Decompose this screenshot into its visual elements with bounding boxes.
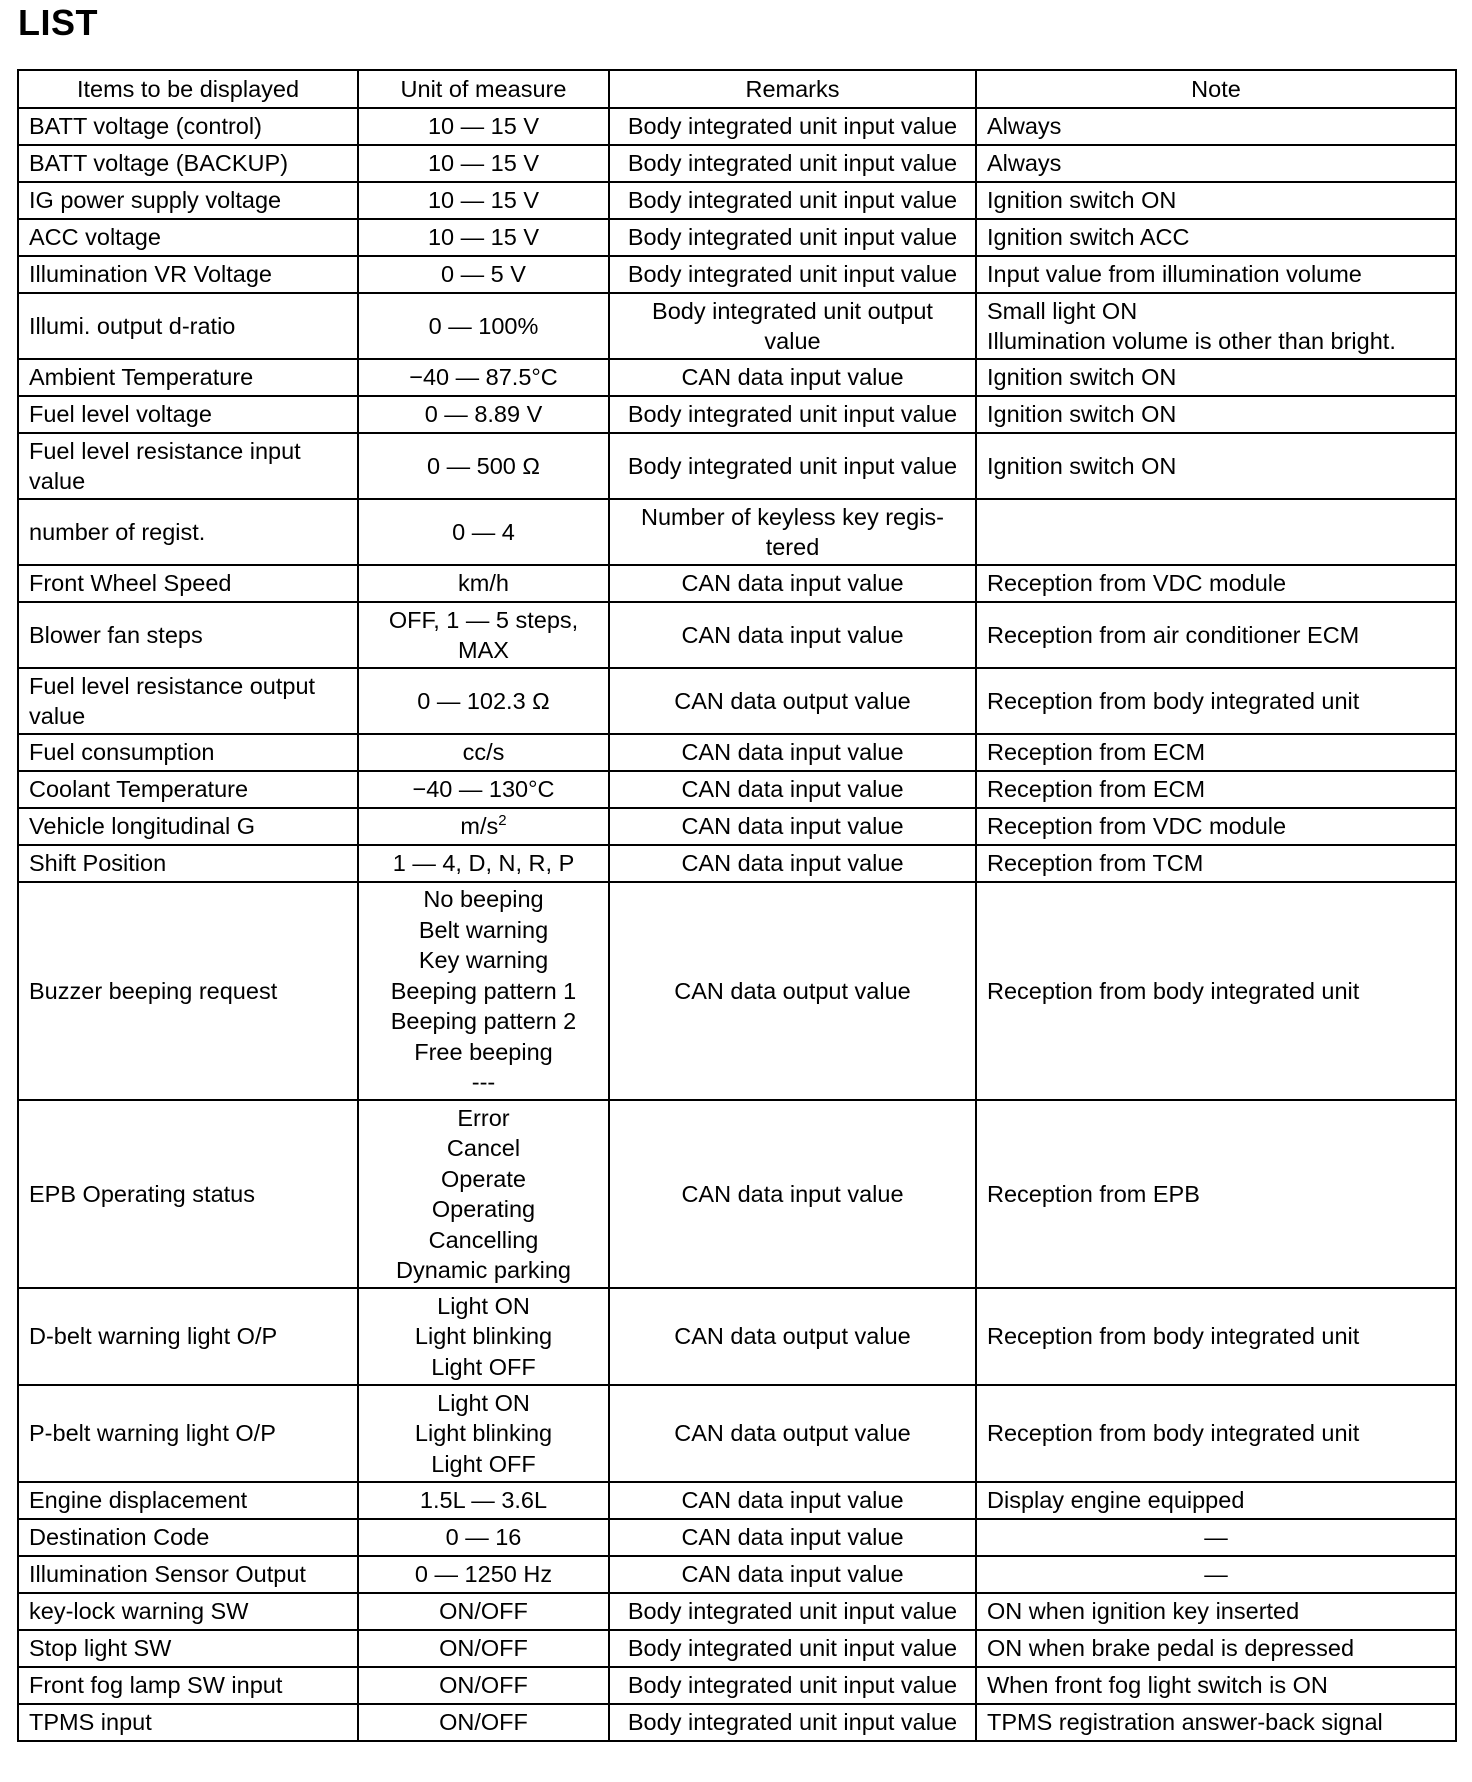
cell-item <box>18 219 358 256</box>
cell-line: Light OFF <box>431 1353 536 1380</box>
cell-remarks <box>609 1667 976 1704</box>
cell-line: 1.5L — 3.6L <box>419 1487 548 1514</box>
cell-line: Light ON <box>437 1389 530 1416</box>
cell-line: ON when brake pedal is depressed <box>987 1635 1355 1662</box>
table-row <box>18 882 1456 1100</box>
cell-line: 0 — 4 <box>452 518 515 545</box>
cell-remarks <box>609 808 976 845</box>
cell-item <box>18 1288 358 1385</box>
cell-unit <box>358 396 609 433</box>
table-row <box>18 668 1456 734</box>
cell-line: Body integrated unit input value <box>627 224 958 251</box>
table-row <box>18 1519 1456 1556</box>
cell-line: Error <box>457 1104 510 1131</box>
cell-line: CAN data input value <box>681 1487 904 1514</box>
cell-line: CAN data input value <box>681 776 904 803</box>
cell-line: Light ON <box>437 1292 530 1319</box>
cell-line: Reception from body integrated unit <box>987 1420 1360 1447</box>
cell-line: OFF, 1 — 5 steps, <box>388 606 579 633</box>
cell-line: Belt warning <box>418 916 549 943</box>
table-row <box>18 219 1456 256</box>
cell-remarks <box>609 1593 976 1630</box>
header-items: Items to be displayed <box>18 70 358 108</box>
cell-line: CAN data output value <box>674 687 911 714</box>
cell-line: 0 — 5 V <box>441 261 526 288</box>
cell-note <box>976 1385 1456 1482</box>
cell-line: IG power supply voltage <box>29 187 282 214</box>
cell-item <box>18 1519 358 1556</box>
cell-note <box>976 499 1456 565</box>
cell-remarks <box>609 145 976 182</box>
cell-remarks <box>609 1482 976 1519</box>
cell-line: 0 — 500 Ω <box>427 452 540 479</box>
cell-item <box>18 433 358 499</box>
list-table <box>17 69 1457 1742</box>
cell-item <box>18 396 358 433</box>
cell-note <box>976 359 1456 396</box>
cell-unit <box>358 1385 609 1482</box>
cell-line: 10 — 15 V <box>427 150 540 177</box>
header-row <box>18 70 1456 108</box>
cell-line: Beeping pattern 2 <box>390 1008 577 1035</box>
cell-line: CAN data input value <box>681 1561 904 1588</box>
cell-line: Body integrated unit input value <box>627 1635 958 1662</box>
table-row <box>18 433 1456 499</box>
cell-unit <box>358 182 609 219</box>
cell-note <box>976 219 1456 256</box>
cell-note <box>976 845 1456 882</box>
cell-unit <box>358 565 609 602</box>
cell-line: Reception from body integrated unit <box>987 1323 1360 1350</box>
cell-item <box>18 565 358 602</box>
cell-item <box>18 1482 358 1519</box>
cell-unit <box>358 1667 609 1704</box>
cell-line: Body integrated unit input value <box>627 150 958 177</box>
cell-remarks <box>609 256 976 293</box>
cell-line: CAN data output value <box>674 1323 911 1350</box>
table-row <box>18 182 1456 219</box>
cell-line: Reception from air conditioner ECM <box>987 621 1360 648</box>
cell-line: 10 — 15 V <box>427 113 540 140</box>
cell-line: Operate <box>441 1165 526 1192</box>
cell-line: CAN data input value <box>681 621 904 648</box>
cell-line: Reception from EPB <box>987 1180 1200 1207</box>
cell-line: km/h <box>458 570 509 597</box>
table-row <box>18 808 1456 845</box>
cell-line: cc/s <box>462 739 505 766</box>
cell-item <box>18 499 358 565</box>
cell-note <box>976 1100 1456 1288</box>
cell-note <box>976 1704 1456 1741</box>
cell-remarks <box>609 359 976 396</box>
cell-line: Ignition switch ON <box>987 364 1177 391</box>
cell-line: Reception from VDC module <box>987 813 1287 840</box>
cell-line: CAN data output value <box>674 977 911 1004</box>
cell-line: Fuel level resistance input <box>29 437 301 464</box>
cell-unit <box>358 499 609 565</box>
cell-line: ON when ignition key inserted <box>987 1598 1300 1625</box>
cell-line: --- <box>471 1069 496 1096</box>
cell-note <box>976 734 1456 771</box>
cell-item <box>18 845 358 882</box>
cell-remarks <box>609 1630 976 1667</box>
cell-note <box>976 771 1456 808</box>
cell-remarks <box>609 668 976 734</box>
cell-line: Ignition switch ON <box>987 401 1177 428</box>
cell-line: key-lock warning SW <box>29 1598 249 1625</box>
cell-line: Small light ON <box>987 297 1138 324</box>
cell-note <box>976 1630 1456 1667</box>
header-unit: Unit of measure <box>358 70 609 108</box>
cell-line: BATT voltage (control) <box>29 113 262 140</box>
cell-unit <box>358 359 609 396</box>
cell-item <box>18 256 358 293</box>
cell-line: CAN data input value <box>681 850 904 877</box>
cell-note <box>976 1667 1456 1704</box>
cell-line: CAN data input value <box>681 1180 904 1207</box>
cell-note <box>976 1482 1456 1519</box>
cell-line: Display engine equipped <box>987 1487 1245 1514</box>
cell-line: EPB Operating status <box>29 1180 255 1207</box>
table-row <box>18 359 1456 396</box>
cell-line: value <box>29 703 86 729</box>
cell-line: 0 — 100% <box>428 312 539 339</box>
cell-item <box>18 359 358 396</box>
cell-item <box>18 734 358 771</box>
cell-item <box>18 1556 358 1593</box>
cell-line: Stop light SW <box>29 1635 172 1662</box>
cell-unit <box>358 1593 609 1630</box>
cell-unit <box>358 668 609 734</box>
cell-item <box>18 108 358 145</box>
cell-item <box>18 882 358 1100</box>
cell-line: When front fog light switch is ON <box>987 1672 1328 1699</box>
cell-unit <box>358 882 609 1100</box>
cell-line: Engine displacement <box>29 1487 248 1514</box>
cell-item <box>18 1385 358 1482</box>
cell-line: Light blinking <box>414 1323 553 1350</box>
cell-item <box>18 771 358 808</box>
cell-line: ON/OFF <box>439 1635 528 1662</box>
cell-line: Illumination volume is other than bright. <box>987 328 1396 354</box>
page-title: LIST <box>18 2 98 43</box>
cell-remarks <box>609 1385 976 1482</box>
cell-line: number of regist. <box>29 518 206 545</box>
table-row <box>18 293 1456 359</box>
cell-line: CAN data output value <box>674 1420 911 1447</box>
cell-line: Operating <box>431 1196 536 1222</box>
cell-line: $m/s^2$ <box>460 812 507 840</box>
cell-line: Fuel level voltage <box>29 401 212 428</box>
cell-remarks <box>609 602 976 668</box>
table-row <box>18 145 1456 182</box>
cell-line: D-belt warning light O/P <box>29 1323 278 1350</box>
cell-note <box>976 182 1456 219</box>
cell-line: Reception from TCM <box>987 850 1204 877</box>
table-row <box>18 256 1456 293</box>
cell-line: Beeping pattern 1 <box>390 977 577 1004</box>
cell-line: Reception from ECM <box>987 776 1206 803</box>
cell-line: 0 — 1250 Hz <box>414 1561 553 1588</box>
cell-remarks <box>609 396 976 433</box>
table-row <box>18 602 1456 668</box>
cell-note <box>976 108 1456 145</box>
cell-line: Number of keyless key regis- <box>641 503 944 530</box>
cell-remarks <box>609 1100 976 1288</box>
cell-line: Body integrated unit input value <box>627 401 958 428</box>
cell-line: Reception from body integrated unit <box>987 687 1360 714</box>
cell-note <box>976 602 1456 668</box>
cell-unit <box>358 1556 609 1593</box>
cell-remarks <box>609 219 976 256</box>
cell-note <box>976 1288 1456 1385</box>
cell-line: Body integrated unit input value <box>627 452 958 479</box>
cell-unit <box>358 433 609 499</box>
cell-item <box>18 1100 358 1288</box>
table-row <box>18 1100 1456 1288</box>
cell-line: CAN data input value <box>681 1524 904 1551</box>
cell-unit <box>358 1100 609 1288</box>
cell-line: ON/OFF <box>439 1709 528 1736</box>
cell-note <box>976 882 1456 1100</box>
cell-line: ON/OFF <box>439 1598 528 1625</box>
cell-note <box>976 808 1456 845</box>
cell-remarks <box>609 1556 976 1593</box>
cell-line: 0 — 16 <box>445 1524 522 1551</box>
cell-line: Light blinking <box>414 1420 553 1447</box>
cell-line: Front fog lamp SW input <box>29 1672 283 1699</box>
table-row <box>18 108 1456 145</box>
cell-line: Body integrated unit input value <box>627 1672 958 1699</box>
cell-item <box>18 1667 358 1704</box>
cell-note <box>976 256 1456 293</box>
cell-remarks <box>609 1704 976 1741</box>
cell-line: Vehicle longitudinal G <box>29 813 256 840</box>
cell-line: tered <box>765 534 820 560</box>
cell-line: Input value from illumination volume <box>987 261 1362 288</box>
cell-remarks <box>609 565 976 602</box>
table-row <box>18 1667 1456 1704</box>
cell-line: ACC voltage <box>29 224 161 251</box>
cell-unit <box>358 293 609 359</box>
cell-line: CAN data input value <box>681 364 904 391</box>
cell-note <box>976 1593 1456 1630</box>
cell-remarks <box>609 771 976 808</box>
table-row <box>18 1704 1456 1741</box>
cell-unit <box>358 1630 609 1667</box>
cell-line: Ignition switch ACC <box>987 224 1190 251</box>
table-row <box>18 1482 1456 1519</box>
cell-line: Ambient Temperature <box>29 364 254 391</box>
cell-line: Illumi. output d-ratio <box>29 312 236 339</box>
cell-note <box>976 396 1456 433</box>
cell-unit <box>358 734 609 771</box>
cell-unit <box>358 602 609 668</box>
cell-remarks <box>609 734 976 771</box>
cell-line: No beeping <box>423 886 544 913</box>
cell-line: — <box>1204 1561 1228 1588</box>
cell-note <box>976 145 1456 182</box>
cell-note <box>976 1556 1456 1593</box>
cell-line: Key warning <box>418 947 549 974</box>
cell-line: Coolant Temperature <box>29 776 249 803</box>
cell-line: Free beeping <box>414 1038 553 1065</box>
table-row <box>18 1630 1456 1667</box>
cell-line: Buzzer beeping request <box>29 977 278 1004</box>
cell-line: BATT voltage (BACKUP) <box>29 150 289 177</box>
cell-line: P-belt warning light O/P <box>29 1420 276 1447</box>
cell-line: CAN data input value <box>681 813 904 840</box>
cell-line: value <box>764 328 821 354</box>
cell-remarks <box>609 108 976 145</box>
cell-remarks <box>609 1288 976 1385</box>
cell-unit <box>358 1704 609 1741</box>
cell-line: Ignition switch ON <box>987 187 1177 214</box>
cell-line: Reception from body integrated unit <box>987 977 1360 1004</box>
cell-line: Body integrated unit output <box>652 297 933 324</box>
table-body <box>18 108 1456 1741</box>
cell-unit <box>358 108 609 145</box>
cell-line: Reception from ECM <box>987 739 1206 766</box>
header-note: Note <box>976 70 1456 108</box>
table-row <box>18 1385 1456 1482</box>
cell-line: MAX <box>458 637 509 663</box>
cell-line: Reception from VDC module <box>987 570 1287 597</box>
cell-remarks <box>609 845 976 882</box>
cell-note <box>976 293 1456 359</box>
cell-line: Destination Code <box>29 1524 210 1551</box>
cell-item <box>18 1593 358 1630</box>
cell-line: Shift Position <box>29 850 167 877</box>
cell-note <box>976 1519 1456 1556</box>
cell-line: Body integrated unit input value <box>627 113 958 140</box>
table-row <box>18 1556 1456 1593</box>
cell-remarks <box>609 433 976 499</box>
cell-item <box>18 293 358 359</box>
cell-remarks <box>609 1519 976 1556</box>
table-row <box>18 1288 1456 1385</box>
cell-note <box>976 433 1456 499</box>
cell-unit <box>358 845 609 882</box>
table-row <box>18 845 1456 882</box>
cell-line: — <box>1204 1524 1228 1551</box>
table-header <box>18 70 1456 108</box>
cell-line: TPMS registration answer-back signal <box>987 1709 1383 1736</box>
cell-line: Body integrated unit input value <box>627 1598 958 1625</box>
cell-line: TPMS input <box>29 1709 152 1736</box>
cell-line: Always <box>987 150 1062 177</box>
cell-line: Illumination Sensor Output <box>29 1561 306 1588</box>
cell-unit <box>358 808 609 845</box>
cell-line: 1 — 4, D, N, R, P <box>392 850 575 877</box>
cell-line: Body integrated unit input value <box>627 1709 958 1736</box>
cell-item <box>18 145 358 182</box>
unit-superscript: 2 <box>498 812 507 830</box>
table-row <box>18 771 1456 808</box>
cell-line: Dynamic parking <box>395 1257 571 1283</box>
table-row <box>18 734 1456 771</box>
table-row <box>18 499 1456 565</box>
cell-unit <box>358 256 609 293</box>
cell-line: −40 — 87.5°C <box>409 364 558 391</box>
cell-item <box>18 1704 358 1741</box>
cell-line: Fuel level resistance output <box>29 672 316 699</box>
cell-unit <box>358 1288 609 1385</box>
cell-line: Blower fan steps <box>29 621 203 648</box>
table-row <box>18 565 1456 602</box>
cell-line: Always <box>987 113 1062 140</box>
cell-line: 0 — 102.3 Ω <box>417 687 550 714</box>
cell-note <box>976 668 1456 734</box>
cell-item <box>18 1630 358 1667</box>
cell-line: CAN data input value <box>681 739 904 766</box>
cell-unit <box>358 1519 609 1556</box>
cell-line: value <box>29 468 86 494</box>
cell-line: ON/OFF <box>439 1672 528 1699</box>
cell-unit <box>358 145 609 182</box>
cell-line: 10 — 15 V <box>427 224 540 251</box>
cell-line: Fuel consumption <box>29 739 215 766</box>
cell-line: Body integrated unit input value <box>627 187 958 214</box>
cell-item <box>18 668 358 734</box>
cell-line: Body integrated unit input value <box>627 261 958 288</box>
table-row <box>18 396 1456 433</box>
cell-remarks <box>609 182 976 219</box>
table-row <box>18 1593 1456 1630</box>
cell-remarks <box>609 882 976 1100</box>
cell-line: Light OFF <box>431 1450 536 1477</box>
cell-line: CAN data input value <box>681 570 904 597</box>
cell-unit <box>358 1482 609 1519</box>
cell-item <box>18 602 358 668</box>
cell-line: −40 — 130°C <box>412 776 555 803</box>
cell-line: Cancel <box>446 1135 521 1161</box>
cell-remarks <box>609 499 976 565</box>
cell-remarks <box>609 293 976 359</box>
cell-line: Ignition switch ON <box>987 452 1177 479</box>
header-remarks: Remarks <box>609 70 976 108</box>
cell-line: 10 — 15 V <box>427 187 540 214</box>
cell-note <box>976 565 1456 602</box>
cell-unit <box>358 219 609 256</box>
cell-line: Front Wheel Speed <box>29 570 232 597</box>
cell-unit <box>358 771 609 808</box>
cell-line: 0 — 8.89 V <box>424 401 543 428</box>
cell-item <box>18 182 358 219</box>
cell-line: Cancelling <box>428 1226 539 1253</box>
cell-line: Illumination VR Voltage <box>29 261 272 288</box>
cell-item <box>18 808 358 845</box>
